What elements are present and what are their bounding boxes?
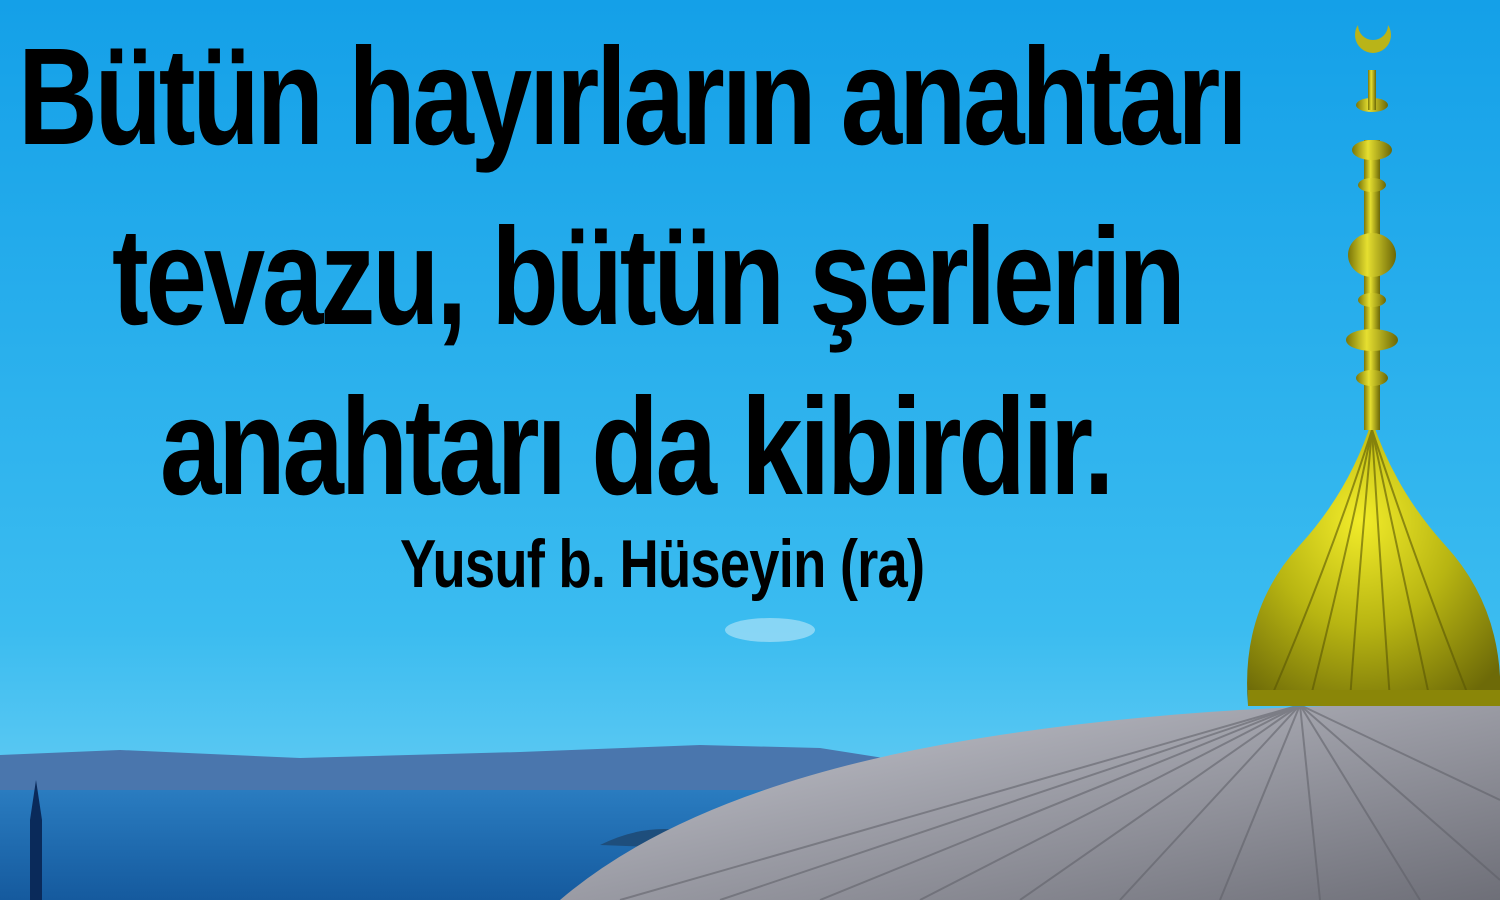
cloud — [725, 618, 815, 642]
quote-line-3: anahtarı da kibirdir. — [160, 370, 1112, 524]
dome-base-ring — [1248, 690, 1500, 706]
quote-author: Yusuf b. Hüseyin (ra) — [400, 526, 925, 602]
quote-line-2: tevazu, bütün şerlerin — [112, 200, 1183, 354]
quote-line-1: Bütün hayırların anahtarı — [18, 20, 1245, 174]
